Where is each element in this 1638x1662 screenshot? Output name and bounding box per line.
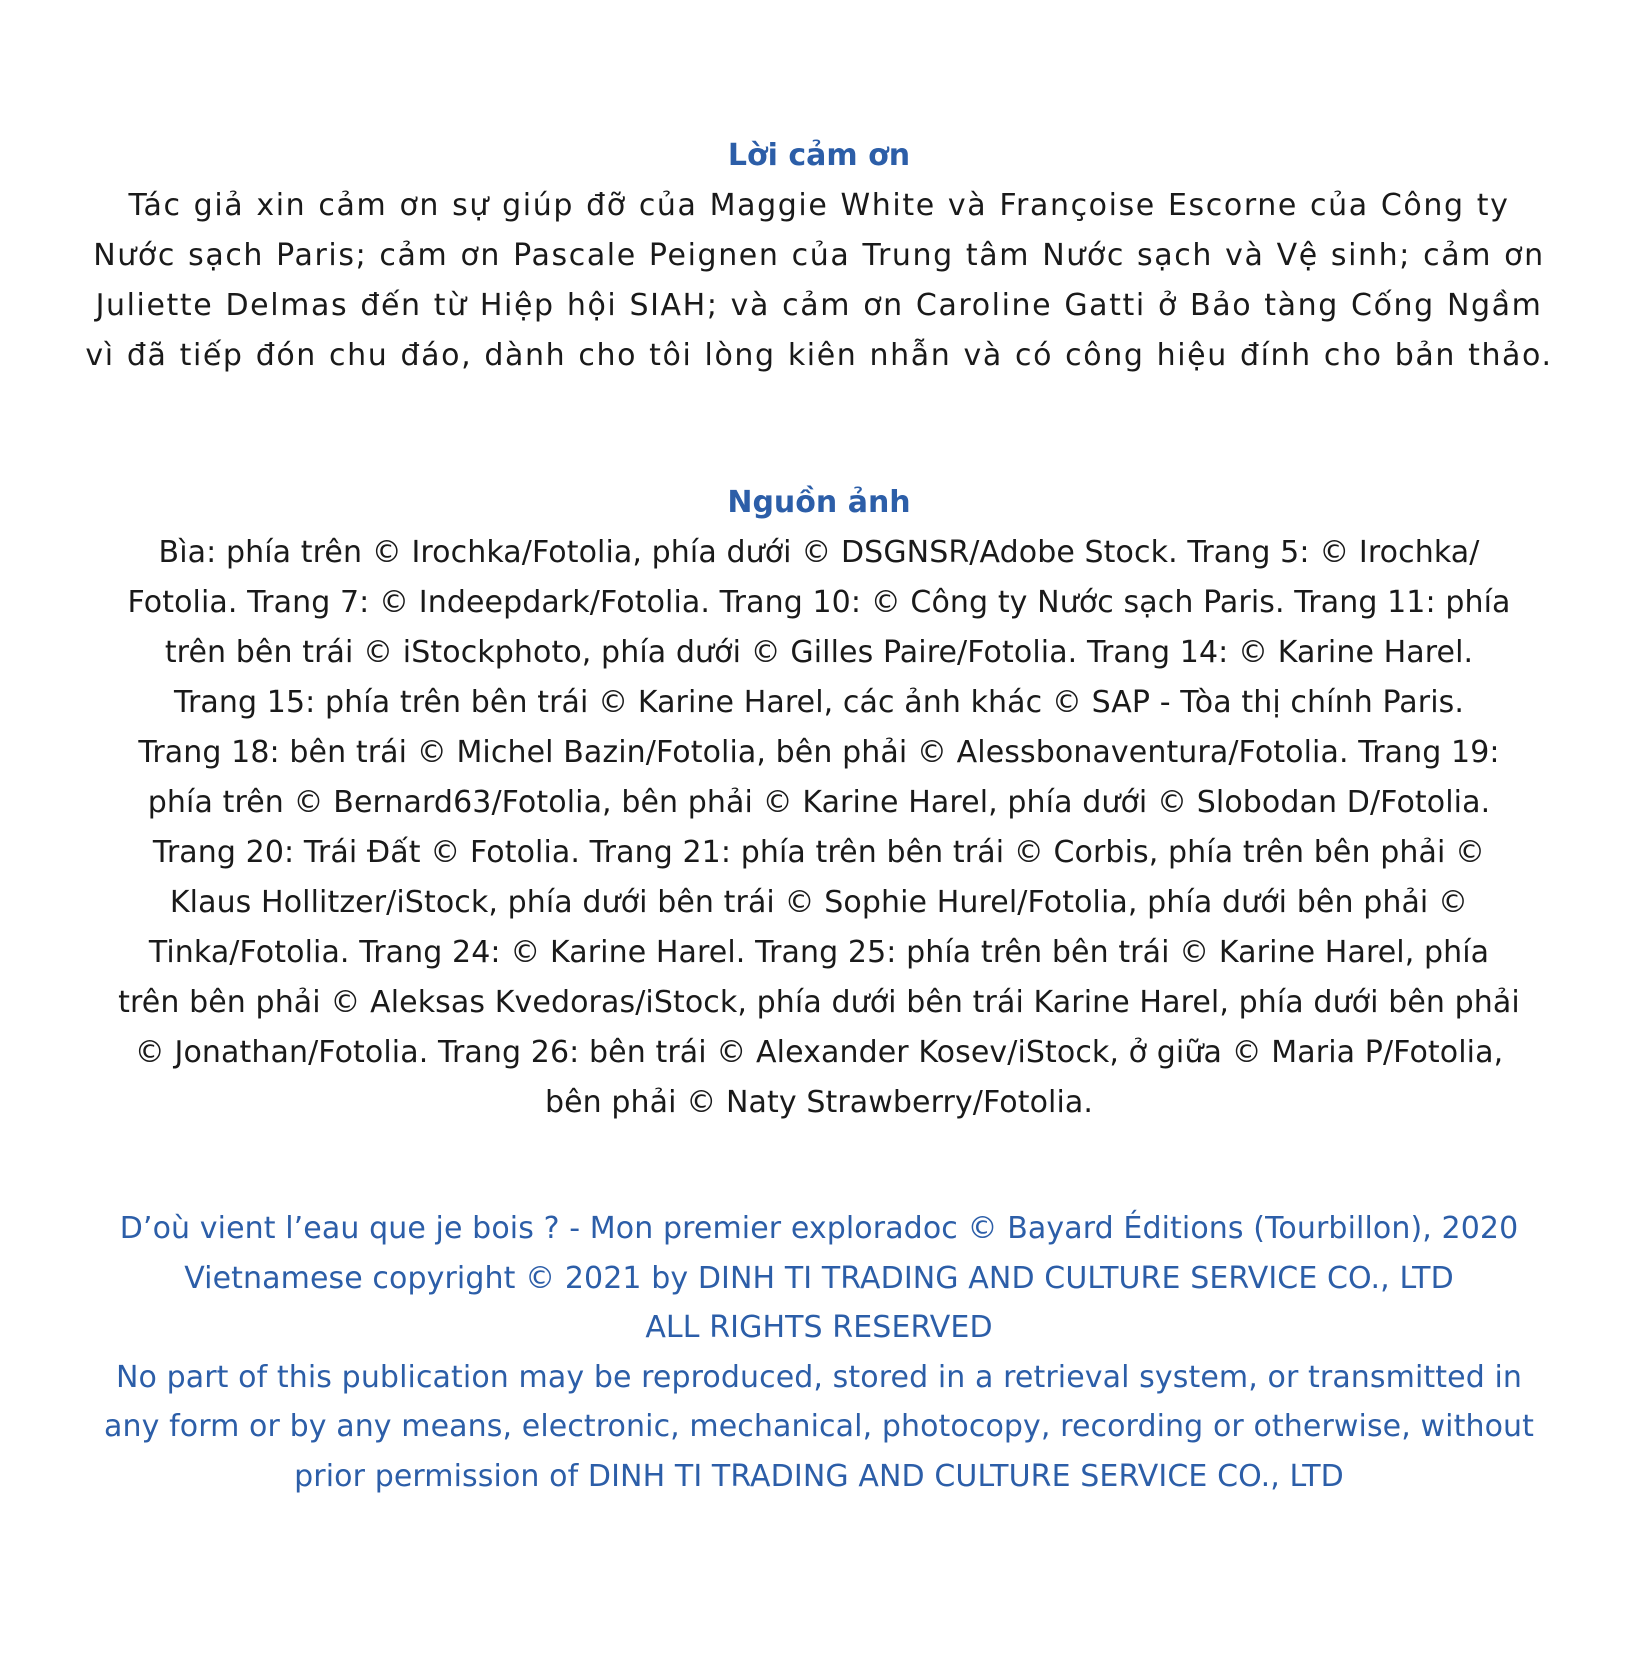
acknowledgement-section [80,131,1558,381]
photo-credits-line: Fotolia. Trang 7: © Indeepdark/Fotolia. Trang 10: © Công ty Nước sạch Paris. Trang 11: phía [127,585,1511,620]
all-rights-reserved: ALL RIGHTS RESERVED [645,1310,993,1346]
acknowledgement-heading: Lời cảm ơn [727,138,911,173]
acknowledgement-line: Tác giả xin cảm ơn sự giúp đỡ của Maggie White và Françoise Escorne của Công ty [128,188,1510,223]
photo-credits-line: Trang 20: Trái Đất © Fotolia. Trang 21: phía trên bên trái © Corbis, phía trên bên phải © [152,835,1486,870]
acknowledgement-line: Juliette Delmas đến từ Hiệp hội SIAH; và cảm ơn Caroline Gatti ở Bảo tàng Cống Ngầm [95,288,1543,323]
photo-credits-line: Trang 15: phía trên bên trái © Karine Harel, các ảnh khác © SAP - Tòa thị chính Paris. [173,685,1464,720]
photo-credits-line: bên phải © Naty Strawberry/Fotolia. [544,1085,1094,1120]
rights-notice-line: prior permission of DINH TI TRADING AND CULTURE SERVICE CO., LTD [294,1458,1344,1494]
photo-credits-section [80,478,1558,1128]
original-edition-copyright: D’où vient l’eau que je bois ? - Mon premier exploradoc © Bayard Éditions (Tourbillon), 2020 [119,1211,1519,1246]
photo-credits-line: trên bên phải © Aleksas Kvedoras/iStock, phía dưới bên trái Karine Harel, phía dưới bên phải [118,985,1520,1020]
rights-notice-line: any form or by any means, electronic, mechanical, photocopy, recording or otherwise, without [103,1409,1534,1445]
vietnamese-copyright: Vietnamese copyright © 2021 by DINH TI TRADING AND CULTURE SERVICE CO., LTD [184,1260,1454,1296]
rights-notice-line: No part of this publication may be reproduced, stored in a retrieval system, or transmitted in [115,1359,1523,1395]
photo-credits-heading: Nguồn ảnh [727,485,911,520]
photo-credits-line: Bìa: phía trên © Irochka/Fotolia, phía dưới © DSGNSR/Adobe Stock. Trang 5: © Irochka/ [158,535,1480,570]
photo-credits-line: phía trên © Bernard63/Fotolia, bên phải © Karine Harel, phía dưới © Slobodan D/Fotolia. [147,785,1491,820]
photo-credits-line: trên bên trái © iStockphoto, phía dưới © Gilles Paire/Fotolia. Trang 14: © Karine Harel. [164,635,1474,670]
photo-credits-line: Klaus Hollitzer/iStock, phía dưới bên trái © Sophie Hurel/Fotolia, phía dưới bên phải © [169,885,1469,920]
acknowledgement-line: Nước sạch Paris; cảm ơn Pascale Peignen của Trung tâm Nước sạch và Vệ sinh; cảm ơn [93,238,1545,273]
photo-credits-line: Tinka/Fotolia. Trang 24: © Karine Harel. Trang 25: phía trên bên trái © Karine Harel, phía [148,935,1490,970]
copyright-section [80,1204,1558,1502]
photo-credits-line: © Jonathan/Fotolia. Trang 26: bên trái © Alexander Kosev/iStock, ở giữa © Maria P/Fotolia, [134,1035,1504,1070]
acknowledgement-line: vì đã tiếp đón chu đáo, dành cho tôi lòng kiên nhẫn và có công hiệu đính cho bản thảo. [85,338,1553,373]
photo-credits-line: Trang 18: bên trái © Michel Bazin/Fotolia, bên phải © Alessbonaventura/Fotolia. Trang 19: [138,735,1500,770]
